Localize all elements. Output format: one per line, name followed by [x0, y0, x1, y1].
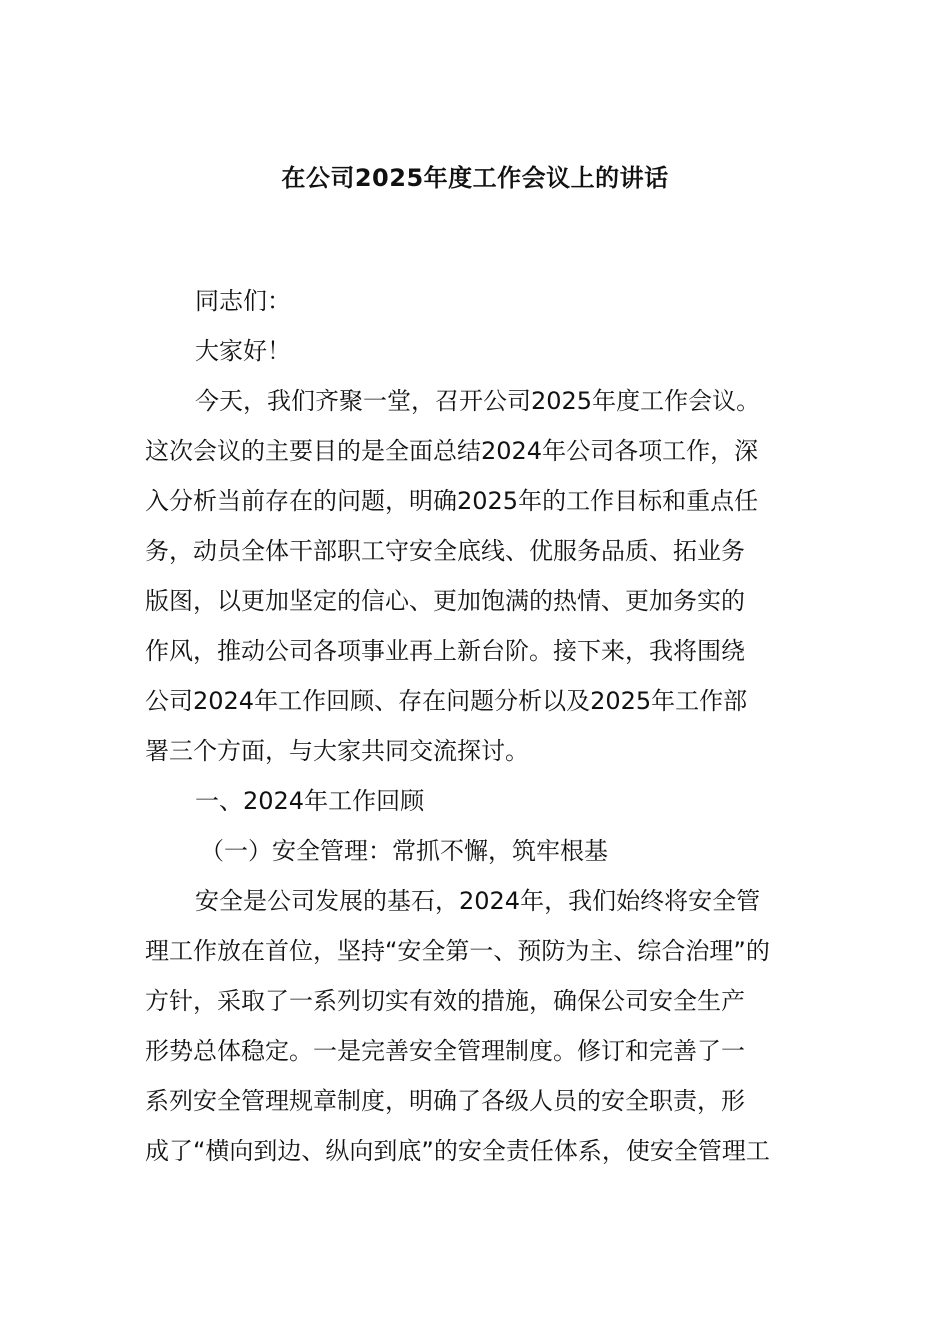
body-line: 务，动员全体干部职工守安全底线、优服务品质、拓业务: [145, 537, 745, 565]
body-line: 理工作放在首位，坚持“安全第一、预防为主、综合治理”的: [145, 937, 770, 965]
body-line: 成了“横向到边、纵向到底”的安全责任体系，使安全管理工: [145, 1137, 770, 1165]
body-line: 形势总体稳定。一是完善安全管理制度。修订和完善了一: [145, 1037, 745, 1065]
body-line: 安全是公司发展的基石，2024年，我们始终将安全管: [195, 887, 761, 915]
body-line: 方针，采取了一系列切实有效的措施，确保公司安全生产: [145, 987, 745, 1015]
salutation: 同志们：: [195, 287, 291, 315]
body-line: 署三个方面，与大家共同交流探讨。: [145, 737, 529, 765]
body-line: 作风，推动公司各项事业再上新台阶。接下来，我将围绕: [145, 637, 745, 665]
body-line: 这次会议的主要目的是全面总结2024年公司各项工作，深: [145, 437, 759, 465]
body-line: 入分析当前存在的问题，明确2025年的工作目标和重点任: [145, 487, 759, 515]
greeting: 大家好！: [195, 337, 291, 365]
subsection-heading: （一）安全管理：常抓不懈，筑牢根基: [200, 837, 608, 865]
body-line: 系列安全管理规章制度，明确了各级人员的安全职责，形: [145, 1087, 745, 1115]
section-heading: 一、2024年工作回顾: [195, 787, 425, 815]
body-line: 版图，以更加坚定的信心、更加饱满的热情、更加务实的: [145, 587, 745, 615]
body-line: 今天，我们齐聚一堂，召开公司2025年度工作会议。: [195, 387, 761, 415]
body-line: 公司2024年工作回顾、存在问题分析以及2025年工作部: [145, 687, 748, 715]
document-title: 在公司2025年度工作会议上的讲话: [281, 164, 669, 192]
